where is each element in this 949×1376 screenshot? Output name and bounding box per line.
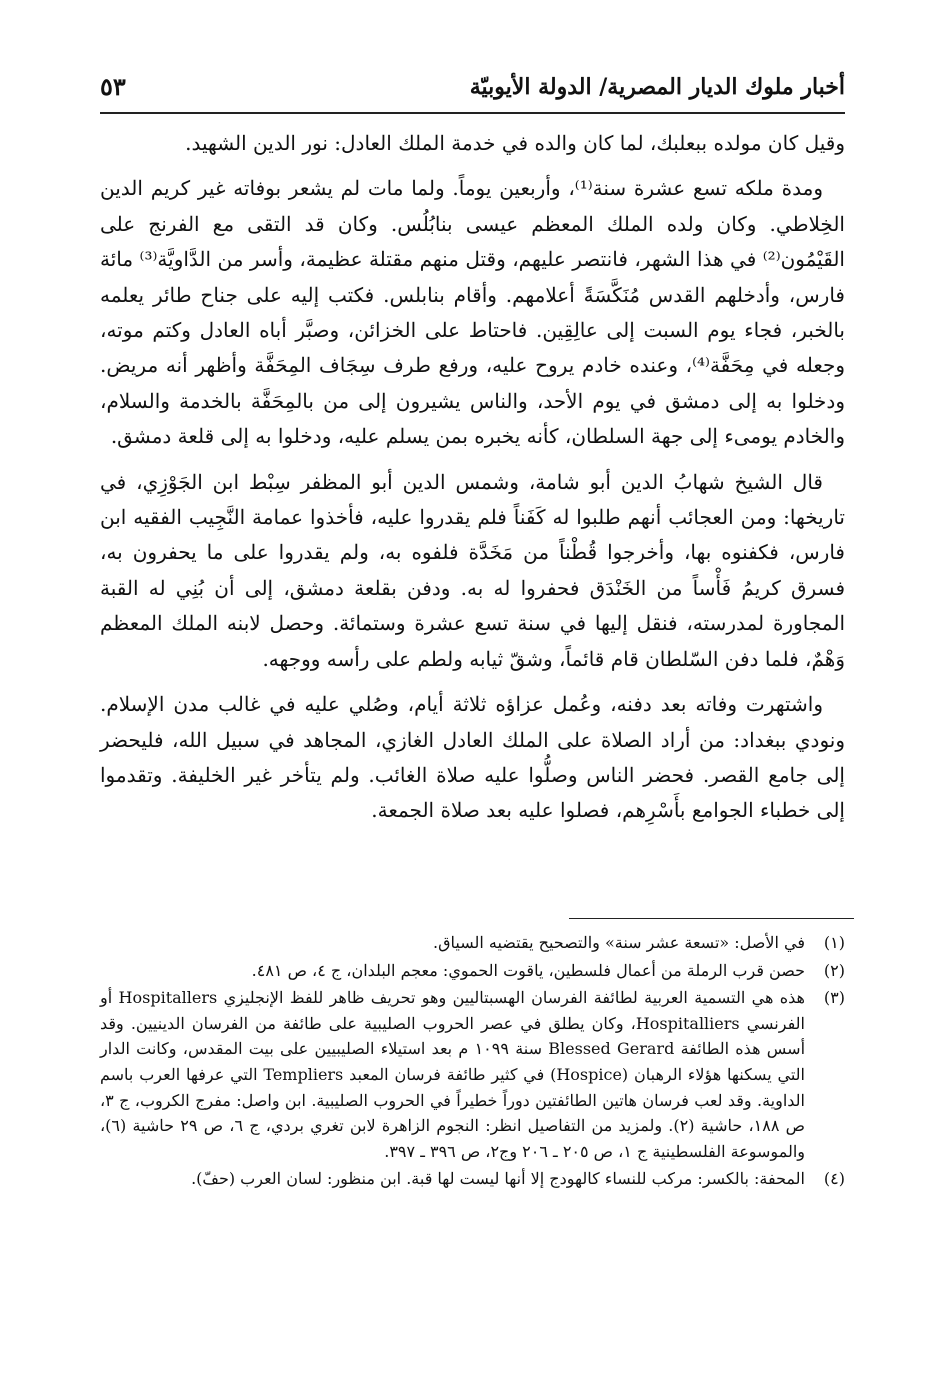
footnote: [100, 1166, 845, 1192]
footnote-number: (٤): [823, 1169, 845, 1189]
footnotes: [100, 930, 845, 1194]
footnote-text: في الأصل: «تسعة عشر سنة» والتصحيح يقتضيه السياق.: [433, 933, 805, 952]
paragraph: قال الشيخ شهابُ الدين أبو شامة، وشمس الدين أبو المظفر سِبْط ابن الجَوْزِي، في تاريخها: ومن العجائب أنهم طلبوا له كَفَناً فلم يقدروا عليه، فأخذوا عمامة النَّجِيب الفقيه ابن فارس، فكفنوه بها، وأخرجوا قُطْناً من مَخَدَّة فلفوه به، ولم يقدروا على ما يحفرون به، فسرق كريمُ فَأْساً من الخَنْدَق فحفروا له به. ودفن بقلعة دمشق، إلى أن بُنِي له القبة المجاورة لمدرسته، فنقل إليها في سنة تسع عشرة وستمائة. وحصل لابنه الملك المعظم وَهْمٌ، فلما دفن السّلطان قام قائماً، وشقّ ثيابه ولطم على رأسه ووجهه.: [100, 469, 845, 671]
footnote-text: هذه هي التسمية العربية لطائفة الفرسان الهسبتاليين وهو تحريف ظاهر للفظ الإنجليزي Hospitallers أو الفرنسي Hospitalliers، وكان يطلق في عصر الحروب الصليبية على طائفة من الفرسان الدينيين. وقد أسس هذه الطائفة Blessed Gerard سنة ١٠٩٩ م بعد استيلاء الصليبيين على بيت المقدس، وكانت الدار التي يسكنها هؤلاء الرهبان (Hospice) في كثير طائفة فرسان المعبد Templiers التي عرفها العرب باسم الداوية. وقد لعب فرسان هاتين الطائفتين دوراً خطيراً في الحروب الصليبية. ابن واصل: مفرج الكروب، ج ٣، ص ١٨٨، حاشية (٢). ولمزيد من التفاصيل انظر: النجوم الزاهرة لابن تغري بردي، ج ٦، ص ٢٩ حاشية (٦)، والموسوعة الفلسطينية ج ١، ص ٢٠٥ ـ ٢٠٦ وج٢، ص ٣٩٦ ـ ٣٩٧.: [100, 988, 806, 1161]
paragraph: وقيل كان مولده ببعلبك، لما كان والده في خدمة الملك العادل: نور الدين الشهيد.: [185, 131, 845, 155]
footnote-number: (٢): [823, 960, 845, 980]
footnote-number: (١): [823, 933, 845, 952]
paragraph: ومدة ملكه تسع عشرة سنة⁽¹⁾، وأربعين يوماً. ولما مات لم يشعر بوفاته غير كريم الدين الخِلاطي. وكان ولده الملك المعظم عيسى بنابُلُس. وكان قد التقى مع الفرنج على القَيْمُون⁽²⁾ في هذا الشهر، فانتصر عليهم، وقتل منهم مقتلة عظيمة، وأسر من الدَّاويَّة⁽³⁾ مائة فارس، وأدخلهم القدس مُنَكَّسَةً أعلامهم. وأقام بنابلس. فكتب إليه على جناح طائر يعلمه بالخبر، فجاء يوم السبت إلى عالِقِين. فاحتاط على الخزائن، وصبَّر أباه العادل وكتم موته، وجعله في مِحَفَّة⁽⁴⁾، وعنده خادم يروح عليه، ورفع طرف سِجَاف المِحَفَّة وأظهر أنه مريض. ودخلوا به إلى دمشق في يوم الأحد، والناس يشيرون إلى من بالمِحَفَّة بالخدمة والسلام، والخادم يومىء إلى جهة السلطان، كأنه يخبره بمن يسلم عليه، ودخلوا به إلى قلعة دمشق.: [100, 176, 845, 449]
footnote-separator: [569, 918, 854, 919]
page-number: ٥٣: [100, 72, 126, 101]
footnote-text: المحفة: بالكسر: مركب للنساء كالهودج إلا أنها ليست لها قبة. ابن منظور: لسان العرب (حفّ).: [191, 1169, 805, 1189]
footnote: [100, 930, 845, 956]
main-text: [100, 126, 845, 839]
footnote-number: (٣): [823, 988, 845, 1008]
footnote: [100, 958, 845, 984]
paragraph: واشتهرت وفاته بعد دفنه، وعُمل عزاؤه ثلاثة أيام، وصُلي عليه في غالب مدن الإسلام. ونودي ببغداد: من أراد الصلاة على الملك العادل الغازي، المجاهد في سبيل الله، فليحضر إلى جامع القصر. فحضر الناس وصلُّوا عليه صلاة الغائب. ولم يتأخر غير الخليفة. وتقدموا إلى خطباء الجوامع بأَسْرِهم، فصلوا عليه بعد صلاة الجمعة.: [100, 692, 845, 823]
footnote-text: حصن قرب الرملة من أعمال فلسطين، ياقوت الحموي: معجم البلدان، ج ٤، ص ٤٨١.: [251, 960, 805, 980]
footnote: [100, 985, 845, 1164]
header-title: أخبار ملوك الديار المصرية/ الدولة الأيوبيّة: [469, 74, 845, 100]
running-header: [100, 72, 845, 114]
